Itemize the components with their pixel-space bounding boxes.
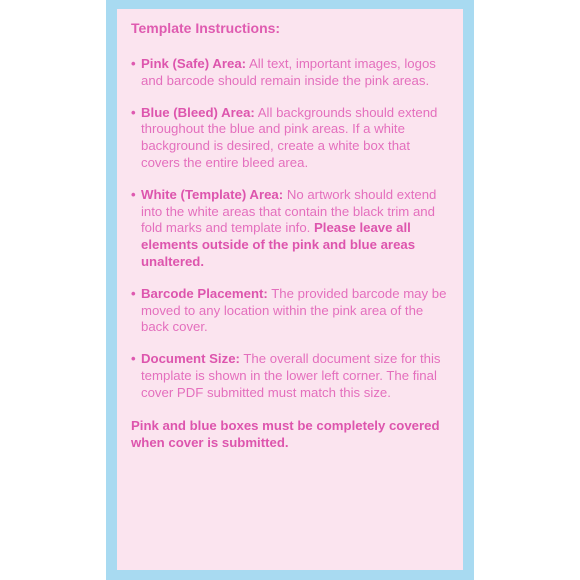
instruction-text: The provided barcode may be moved to any location within the pink area of the back cover. [141, 285, 447, 335]
instruction-text: All backgrounds should extend throughout the blue and pink areas. If a white background is desired, create a white box that covers the entire bleed area. [141, 104, 438, 170]
instruction-item-white-template [131, 187, 449, 271]
footer-note: Pink and blue boxes must be completely covered when cover is submitted. [131, 417, 440, 450]
instruction-label: Barcode Placement: [141, 285, 268, 301]
instruction-item-barcode-placement [131, 286, 449, 336]
instructions-heading: Template Instructions: [131, 20, 281, 36]
instruction-label: White (Template) Area: [141, 186, 284, 202]
instruction-text: The overall document size for this template is shown in the lower left corner. The final cover PDF submitted must match this size. [141, 351, 441, 400]
instruction-text: All text, important images, logos and barcode should remain inside the pink areas. [141, 56, 436, 88]
bullet-icon: • [131, 285, 136, 301]
bullet-icon: • [131, 186, 136, 202]
bullet-icon: • [131, 104, 136, 120]
safe-area [117, 9, 463, 570]
instruction-label: Pink (Safe) Area: [141, 56, 247, 71]
bullet-icon: • [131, 351, 136, 367]
instruction-emphasis: Please leave all elements outside of the pink and blue areas unaltered. [141, 220, 416, 269]
instruction-label: Document Size: [141, 351, 240, 367]
instruction-text: No artwork should extend into the white areas that contain the black trim and fold marks and template info. [141, 186, 437, 236]
bullet-icon: • [131, 56, 136, 71]
instruction-item-pink-safe [131, 56, 449, 90]
instruction-item-document-size [131, 351, 449, 401]
instruction-item-blue-bleed [131, 105, 449, 172]
instruction-label: Blue (Bleed) Area: [141, 104, 255, 120]
